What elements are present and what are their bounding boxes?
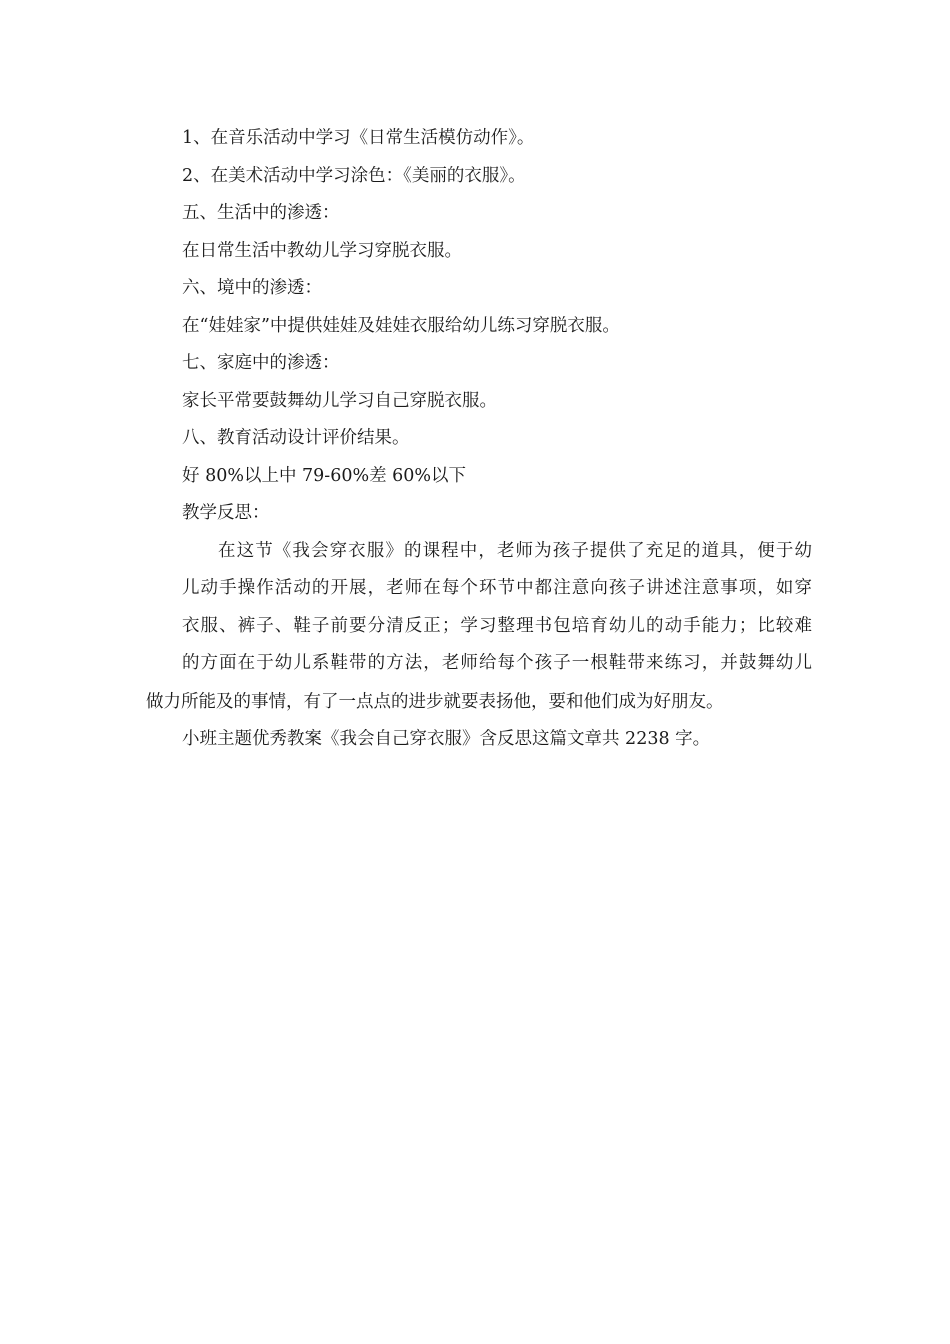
section-heading-family: 七、家庭中的渗透： (182, 353, 340, 373)
text-line-family: 家长平常要鼓舞幼儿学习自己穿脱衣服。 (182, 390, 497, 411)
closing-line: 小班主题优秀教案《我会自己穿衣服》含反思这篇文章共 2238 字。 (182, 729, 711, 749)
section-heading-reflection: 教学反思： (182, 503, 270, 523)
reflection-line: 儿动手操作活动的开展，老师在每个环节中都注意向孩子讲述注意事项，如穿 (182, 578, 812, 599)
document-body (146, 120, 812, 759)
text-line-music-activity: 1、在音乐活动中学习《日常生活模仿动作》。 (182, 128, 535, 148)
section-heading-daily-life: 五、生活中的渗透： (182, 203, 340, 223)
text-line-daily-life: 在日常生活中教幼儿学习穿脱衣服。 (182, 240, 462, 261)
section-heading-environment: 六、境中的渗透： (182, 278, 322, 298)
reflection-line: 的方面在于幼儿系鞋带的方法，老师给每个孩子一根鞋带来练习，并鼓舞幼儿 (182, 653, 812, 674)
section-heading-evaluation: 八、教育活动设计评价结果。 (182, 428, 410, 448)
reflection-line: 在这节《我会穿衣服》的课程中，老师为孩子提供了充足的道具，便于幼 (218, 540, 812, 561)
reflection-paragraph (146, 533, 812, 684)
reflection-line-last: 做力所能及的事情，有了一点点的进步就要表扬他，要和他们成为好朋友。 (146, 691, 724, 712)
text-line-environment: 在“娃娃家”中提供娃娃及娃娃衣服给幼儿练习穿脱衣服。 (182, 315, 620, 336)
reflection-line: 衣服、裤子、鞋子前要分清反正；学习整理书包培育幼儿的动手能力；比较难 (182, 615, 812, 636)
text-line-evaluation-scale: 好 80%以上中 79-60%差 60%以下 (182, 465, 467, 486)
text-line-art-activity: 2、在美术活动中学习涂色：《美丽的衣服》。 (182, 165, 526, 186)
